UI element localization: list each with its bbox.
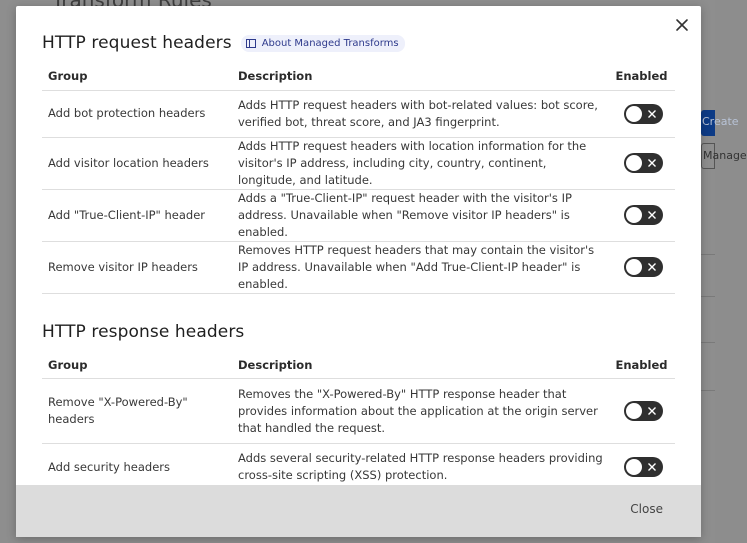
enable-toggle[interactable]	[624, 205, 663, 225]
toggle-knob	[626, 207, 642, 223]
response-section-title: HTTP response headers	[42, 321, 245, 342]
enable-toggle[interactable]	[624, 104, 663, 124]
close-button[interactable]: Close	[630, 502, 663, 516]
response-headers-table	[42, 352, 675, 492]
background-divider	[701, 254, 715, 255]
column-header-description: Description	[232, 352, 608, 379]
table-row	[42, 379, 675, 444]
toggle-knob	[626, 459, 642, 475]
modal-footer	[16, 485, 701, 537]
group-cell: Remove visitor IP headers	[42, 241, 232, 293]
about-managed-transforms-link[interactable]	[241, 35, 405, 52]
toggle-knob	[626, 155, 642, 171]
description-cell: Adds HTTP request headers with location information for the visitor's IP address, including city, country, continent, longitude, and latitude.	[232, 137, 608, 189]
toggle-knob	[626, 106, 642, 122]
enable-toggle[interactable]	[624, 257, 663, 277]
close-icon[interactable]	[674, 17, 690, 33]
x-icon	[647, 109, 657, 119]
request-section-title: HTTP request headers	[42, 33, 232, 53]
table-row	[42, 444, 675, 491]
toggle-knob	[626, 259, 642, 275]
enable-toggle[interactable]	[624, 457, 663, 477]
background-manage-button: Manage	[701, 143, 715, 169]
enabled-cell	[608, 241, 675, 293]
column-header-description: Description	[232, 63, 608, 90]
column-header-enabled: Enabled	[608, 63, 675, 90]
description-cell: Adds a "True-Client-IP" request header with the visitor's IP address. Unavailable when "Remove visitor IP headers" is enabled.	[232, 189, 608, 241]
background-create-button: Create	[701, 110, 715, 136]
column-header-group: Group	[42, 63, 232, 90]
x-icon	[647, 158, 657, 168]
toggle-knob	[626, 403, 642, 419]
group-cell: Add "True-Client-IP" header	[42, 189, 232, 241]
request-headers-table	[42, 63, 675, 294]
enabled-cell	[608, 137, 675, 189]
enable-toggle[interactable]	[624, 153, 663, 173]
table-row	[42, 189, 675, 241]
about-link-label: About Managed Transforms	[261, 37, 399, 49]
x-icon	[647, 210, 657, 220]
group-cell: Add visitor location headers	[42, 137, 232, 189]
managed-transforms-modal	[16, 6, 701, 537]
background-divider	[701, 342, 715, 343]
column-header-group: Group	[42, 352, 232, 379]
table-header-row	[42, 63, 675, 90]
background-divider	[701, 390, 715, 391]
background-divider	[701, 296, 715, 297]
x-icon	[647, 406, 657, 416]
book-icon	[246, 39, 256, 48]
group-cell: Add security headers	[42, 444, 232, 491]
enable-toggle[interactable]	[624, 401, 663, 421]
group-cell: Add bot protection headers	[42, 90, 232, 137]
table-row	[42, 241, 675, 293]
enabled-cell	[608, 90, 675, 137]
x-icon	[647, 462, 657, 472]
table-header-row	[42, 352, 675, 379]
description-cell: Adds HTTP request headers with bot-related values: bot score, verified bot, threat score, and JA3 fingerprint.	[232, 90, 608, 137]
description-cell: Removes HTTP request headers that may contain the visitor's IP address. Unavailable when "Add True-Client-IP header" is enabled.	[232, 241, 608, 293]
table-row	[42, 90, 675, 137]
x-icon	[647, 262, 657, 272]
response-section-header	[42, 321, 675, 343]
enabled-cell	[608, 189, 675, 241]
description-cell: Adds several security-related HTTP response headers providing cross-site scripting (XSS) protection.	[232, 444, 608, 491]
table-row	[42, 137, 675, 189]
request-section-header	[42, 32, 675, 54]
enabled-cell	[608, 379, 675, 444]
enabled-cell	[608, 444, 675, 491]
column-header-enabled: Enabled	[608, 352, 675, 379]
group-cell: Remove "X-Powered-By" headers	[42, 379, 232, 444]
description-cell: Removes the "X-Powered-By" HTTP response header that provides information about the application at the origin server that handled the request.	[232, 379, 608, 444]
